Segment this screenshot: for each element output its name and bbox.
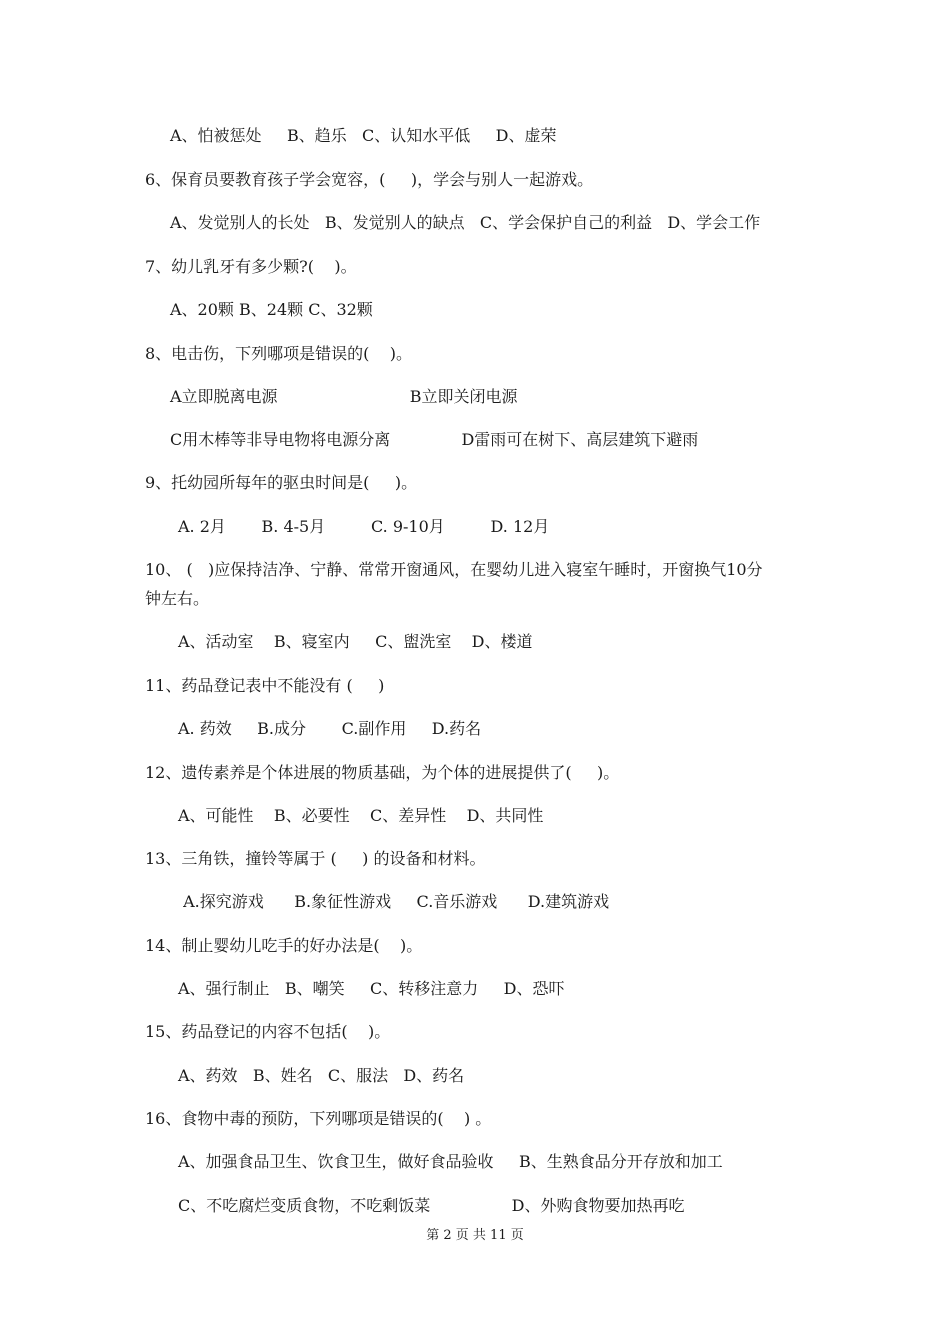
question-14: 14、制止婴幼儿吃手的好办法是( )。 — [145, 936, 423, 955]
q5-options: A、怕被惩处 B、趋乐 C、认知水平低 D、虚荣 — [170, 126, 557, 145]
question-6: 6、保育员要教育孩子学会宽容，( )，学会与别人一起游戏。 — [145, 170, 594, 189]
question-11: 11、药品登记表中不能没有 ( ) — [145, 676, 385, 695]
q11-options: A. 药效 B.成分 C.副作用 D.药名 — [178, 719, 482, 738]
q14-options: A、强行制止 B、嘲笑 C、转移注意力 D、恐吓 — [178, 979, 565, 998]
question-10: 10、 ( )应保持洁净、宁静、常常开窗通风，在婴幼儿进入寝室午睡时，开窗换气10分 — [145, 560, 763, 579]
question-7: 7、幼儿乳牙有多少颗?( )。 — [145, 257, 357, 276]
q8-options-ab: A立即脱离电源 B立即关闭电源 — [170, 387, 518, 406]
question-9: 9、托幼园所每年的驱虫时间是( )。 — [145, 473, 418, 492]
question-12: 12、遗传素养是个体进展的物质基础，为个体的进展提供了( )。 — [145, 763, 620, 782]
question-8: 8、电击伤，下列哪项是错误的( )。 — [145, 344, 413, 363]
question-15: 15、药品登记的内容不包括( )。 — [145, 1022, 391, 1041]
q6-options: A、发觉别人的长处 B、发觉别人的缺点 C、学会保护自己的利益 D、学会工作 — [170, 213, 761, 232]
q16-options-ab: A、加强食品卫生、饮食卫生，做好食品验收 B、生熟食品分开存放和加工 — [178, 1152, 723, 1171]
q7-options: A、20颗 B、24颗 C、32颗 — [170, 300, 373, 319]
q8-options-cd: C用木棒等非导电物将电源分离 D雷雨可在树下、高层建筑下避雨 — [170, 430, 699, 449]
question-13: 13、三角铁，撞铃等属于 ( ) 的设备和材料。 — [145, 849, 486, 868]
q10-options: A、活动室 B、寝室内 C、盥洗室 D、楼道 — [178, 632, 533, 651]
q12-options: A、可能性 B、必要性 C、差异性 D、共同性 — [178, 806, 544, 825]
q15-options: A、药效 B、姓名 C、服法 D、药名 — [178, 1066, 465, 1085]
q9-options: A. 2月 B. 4-5月 C. 9-10月 D. 12月 — [178, 517, 550, 536]
question-10-cont: 钟左右。 — [145, 589, 210, 608]
q16-options-cd: C、不吃腐烂变质食物，不吃剩饭菜 D、外购食物要加热再吃 — [178, 1196, 685, 1215]
q13-options: A.探究游戏 B.象征性游戏 C.音乐游戏 D.建筑游戏 — [178, 892, 610, 911]
question-16: 16、食物中毒的预防，下列哪项是错误的( ) 。 — [145, 1109, 492, 1128]
page-footer: 第 2 页 共 11 页 — [426, 1228, 524, 1243]
